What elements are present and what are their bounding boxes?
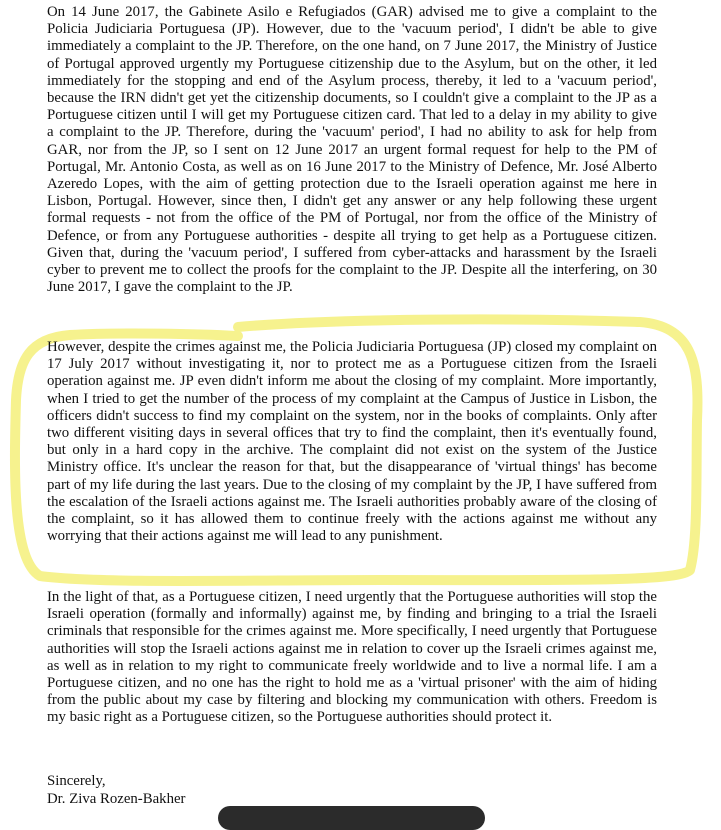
paragraph-jp-closed-complaint: However, despite the crimes against me, the Policia Judiciaria Portuguesa (JP) closed my complaint on 17 July 2017 without investigating it, nor to protect me as a Portuguese citizen from the Israeli operation against me. JP even didn't inform me about the closing of my complaint. More importantly, when I tried to get the number of the process of my complaint at the Campus of Justice in Lisbon, the officers didn't success to find my complaint on the system, nor in the books of complaints. Only after two different visiting days in several offices that try to find the complaint, then it's eventually found, but only in a hard copy in the archive. The complaint did not exist on the system of the Justice Ministry office. It's unclear the reason for that, but the disappearance of 'virtual things' has become part of my life during the last years. Due to the closing of my complaint by the JP, I have suffered from the escalation of the Israeli actions against me. The Israeli authorities probably aware of the closing of the complaint, so it has allowed them to continue freely with the actions against me without any worrying that their actions against me will lead to any punishment. [47, 339, 657, 545]
paragraph-request-to-authorities: In the light of that, as a Portuguese citizen, I need urgently that the Portuguese authorities will stop the Israeli operation (formally and informally) against me, by finding and bringing to a trial the Israeli criminals that responsible for the crimes against me. More specifically, I need urgently that Portuguese authorities will stop the Israeli actions against me in relation to cover up the Israeli crimes against me, as well as in relation to my right to communicate freely worldwide and to live a normal life. I am a Portuguese citizen, and no one has the right to hold me as a 'virtual prisoner' with the aim of hiding from the public about my case by filtering and blocking my communication with others. Freedom is my basic right as a Portuguese citizen, so the Portuguese authorities should protect it. [47, 589, 657, 726]
closing-salutation: Sincerely, [47, 773, 106, 789]
bottom-toolbar[interactable] [218, 806, 485, 830]
paragraph-gar-complaint: On 14 June 2017, the Gabinete Asilo e Refugiados (GAR) advised me to give a complaint to the Policia Judiciaria Portuguesa (JP). However, due to the 'vacuum period', I didn't be able to give immediately a complaint to the JP. Therefore, on the one hand, on 7 June 2017, the Ministry of Justice of Portugal approved urgently my Portuguese citizenship due to the Asylum, but on the other, it led immediately for the stopping and end of the Asylum process, thereby, it led to a 'vacuum period', because the IRN didn't get yet the citizenship documents, so I couldn't give a complaint to the JP as a Portuguese citizen until I will get my Portuguese citizen card. That led to a delay in my ability to give a complaint to the JP. Therefore, during the 'vacuum' period', I had no ability to ask for help from GAR, nor from the JP, so I sent on 12 June 2017 an urgent formal request for help to the PM of Portugal, Mr. Antonio Costa, as well as on 16 June 2017 to the Ministry of Defence, Mr. José Alberto Azeredo Lopes, with the aim of getting protection due to the Israeli operation against me here in Lisbon, Portugal. However, since then, I didn't get any answer or any help following these urgent formal requests - not from the office of the PM of Portugal, nor from the office of the Ministry of Defence, or from any Portuguese authorities - despite all trying to get help as a Portuguese citizen. Given that, during the 'vacuum period', I suffered from cyber-attacks and harassment by the Israeli cyber to prevent me to collect the proofs for the complaint to the JP. Despite all the interfering, on 30 June 2017, I gave the complaint to the JP. [47, 4, 657, 296]
signer-name: Dr. Ziva Rozen-Bakher [47, 791, 186, 807]
